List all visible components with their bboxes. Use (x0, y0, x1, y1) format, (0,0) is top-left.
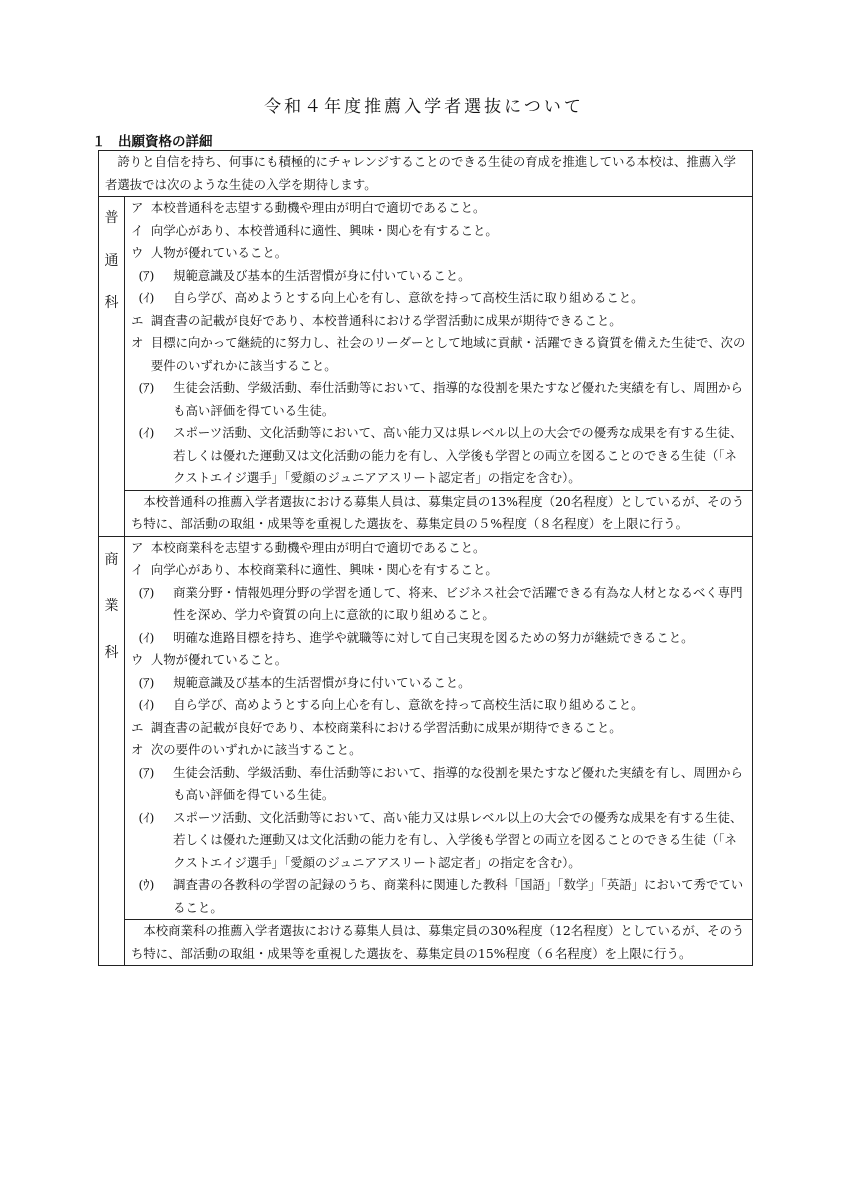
criteria-item (131, 242, 746, 265)
item-marker: ア (131, 539, 144, 555)
item-text: 自ら学び、高めようとする向上心を有し、意欲を持って高校生活に取り組めること。 (173, 697, 644, 712)
criteria-item (131, 717, 746, 740)
criteria-item (131, 220, 746, 243)
dept-char: 商 (104, 551, 119, 568)
criteria-item (131, 739, 746, 762)
criteria-subitem (131, 422, 746, 490)
shogyo-dept-label (99, 536, 125, 966)
item-text: 規範意識及び基本的生活習慣が身に付いていること。 (173, 674, 471, 690)
item-text: 調査書の各教科の学習の記録のうち、商業科に関連した教科「国語」「数学」「英語」において秀でていること。 (173, 877, 744, 915)
criteria-subitem (131, 874, 746, 919)
eligibility-table (98, 150, 753, 966)
item-marker: イ (131, 562, 144, 577)
section-heading (92, 130, 213, 150)
item-marker: (ｲ) (138, 629, 155, 645)
dept-char: 科 (104, 644, 119, 661)
item-text: 生徒会活動、学級活動、奉仕活動等において、指導的な役割を果たすなど優れた実績を有し、周囲からも高い評価を得ている生徒。 (173, 380, 743, 418)
page-title: 令和４年度推薦入学者選抜について (264, 97, 584, 117)
item-marker: エ (131, 719, 144, 735)
item-text: 調査書の記載が良好であり、本校普通科における学習活動に成果が期待できること。 (150, 312, 622, 328)
item-marker: ウ (131, 652, 144, 667)
criteria-subitem (131, 377, 746, 422)
futsu-criteria-row (99, 197, 753, 491)
item-marker: (ｲ) (138, 697, 155, 712)
item-text: 生徒会活動、学級活動、奉仕活動等において、指導的な役割を果たすなど優れた実績を有し、周囲からも高い評価を得ている生徒。 (173, 764, 743, 802)
futsu-criteria (125, 197, 753, 491)
criteria-subitem (131, 265, 746, 288)
dept-char: 業 (104, 598, 119, 614)
criteria-item (131, 559, 746, 582)
criteria-item (131, 310, 746, 333)
item-marker: (ｲ) (138, 290, 155, 305)
item-text: スポーツ活動、文化活動等において、高い能力又は県レベル以上の大会での優秀な成果を有する生徒、若しくは優れた運動又は文化活動の能力を有し、入学後も学習との両立を図ることのできる生徒（「ネクストエイジ選手」「愛顔のジュニアアスリート認定者」の指定を含む）。 (173, 425, 743, 485)
intro-text: 誇りと自信を持ち、何事にも積極的にチャレンジすることのできる生徒の育成を推進している本校は、推薦入学者選抜では次のような生徒の入学を期待します。 (105, 154, 736, 192)
item-text: 目標に向かって継続的に努力し、社会のリーダーとして地域に貢献・活躍できる資質を備えた生徒で、次の要件のいずれかに該当すること。 (150, 335, 746, 373)
item-marker: (ｱ) (138, 380, 155, 395)
criteria-subitem (131, 582, 746, 627)
item-text: 本校普通科を志望する動機や理由が明白で適切であること。 (150, 200, 486, 215)
item-text: 規範意識及び基本的生活習慣が身に付いていること。 (173, 267, 471, 283)
item-marker: ア (131, 200, 144, 215)
futsu-quota-note: 本校普通科の推薦入学者選抜における募集人員は、募集定員の13%程度（20名程度）としているが、そのうち特に、部活動の取組・成果等を重視した選抜を、募集定員の５%程度（８名程度）を上限に行う。 (131, 493, 745, 531)
item-marker: (ｳ) (138, 877, 155, 892)
item-text: スポーツ活動、文化活動等において、高い能力又は県レベル以上の大会での優秀な成果を有する生徒、若しくは優れた運動又は文化活動の能力を有し、入学後も学習との両立を図ることのできる生徒（「ネクストエイジ選手」「愛顔のジュニアアスリート認定者」の指定を含む）。 (173, 809, 743, 870)
item-text: 向学心があり、本校普通科に適性、興味・関心を有すること。 (150, 222, 498, 238)
item-marker: (ｱ) (138, 584, 155, 600)
criteria-item (131, 537, 746, 560)
shogyo-quota-note: 本校商業科の推薦入学者選抜における募集人員は、募集定員の30%程度（12名程度）としているが、そのうち特に、部活動の取組・成果等を重視した選抜を、募集定員の15%程度（６名程度）を上限に行う。 (131, 923, 745, 961)
item-marker: イ (131, 222, 144, 238)
dept-char: 普 (104, 210, 119, 226)
item-marker: (ｲ) (138, 809, 155, 825)
item-text: 明確な進路目標を持ち、進学や就職等に対して自己実現を図るための努力が継続できること。 (173, 629, 694, 645)
dept-char: 通 (104, 252, 119, 269)
futsu-note-row (99, 490, 753, 536)
item-text: 自ら学び、高めようとする向上心を有し、意欲を持って高校生活に取り組めること。 (173, 290, 644, 305)
shogyo-criteria (125, 536, 753, 920)
section-number: １ (92, 134, 106, 150)
item-text: 向学心があり、本校商業科に適性、興味・関心を有すること。 (150, 562, 498, 577)
item-text: 人物が優れていること。 (150, 652, 288, 667)
criteria-item (131, 197, 746, 220)
item-marker: オ (131, 742, 144, 757)
shogyo-note-row (99, 920, 753, 966)
item-text: 調査書の記載が良好であり、本校商業科における学習活動に成果が期待できること。 (150, 719, 622, 735)
item-marker: ウ (131, 245, 144, 260)
item-marker: エ (131, 312, 144, 328)
item-marker: (ｲ) (138, 425, 155, 440)
intro-row (99, 151, 753, 197)
criteria-subitem (131, 672, 746, 695)
shogyo-criteria-row (99, 536, 753, 920)
dept-char: 科 (104, 295, 119, 311)
criteria-subitem (131, 762, 746, 807)
criteria-subitem (131, 287, 746, 310)
criteria-subitem (131, 694, 746, 717)
item-marker: (ｱ) (138, 267, 155, 283)
item-marker: (ｱ) (138, 674, 155, 690)
criteria-item (131, 649, 746, 672)
item-text: 人物が優れていること。 (150, 245, 288, 260)
criteria-subitem (131, 627, 746, 650)
item-text: 商業分野・情報処理分野の学習を通して、将来、ビジネス社会で活躍できる有為な人材となるべく専門性を深め、学力や資質の向上に意欲的に取り組めること。 (173, 584, 743, 622)
futsu-dept-label (99, 197, 125, 537)
section-heading-text: 出願資格の詳細 (118, 134, 213, 150)
item-marker: (ｱ) (138, 764, 155, 780)
item-marker: オ (131, 335, 144, 350)
item-text: 次の要件のいずれかに該当すること。 (150, 742, 362, 757)
criteria-subitem (131, 807, 746, 875)
item-text: 本校商業科を志望する動機や理由が明白で適切であること。 (150, 539, 486, 555)
criteria-item (131, 332, 746, 377)
